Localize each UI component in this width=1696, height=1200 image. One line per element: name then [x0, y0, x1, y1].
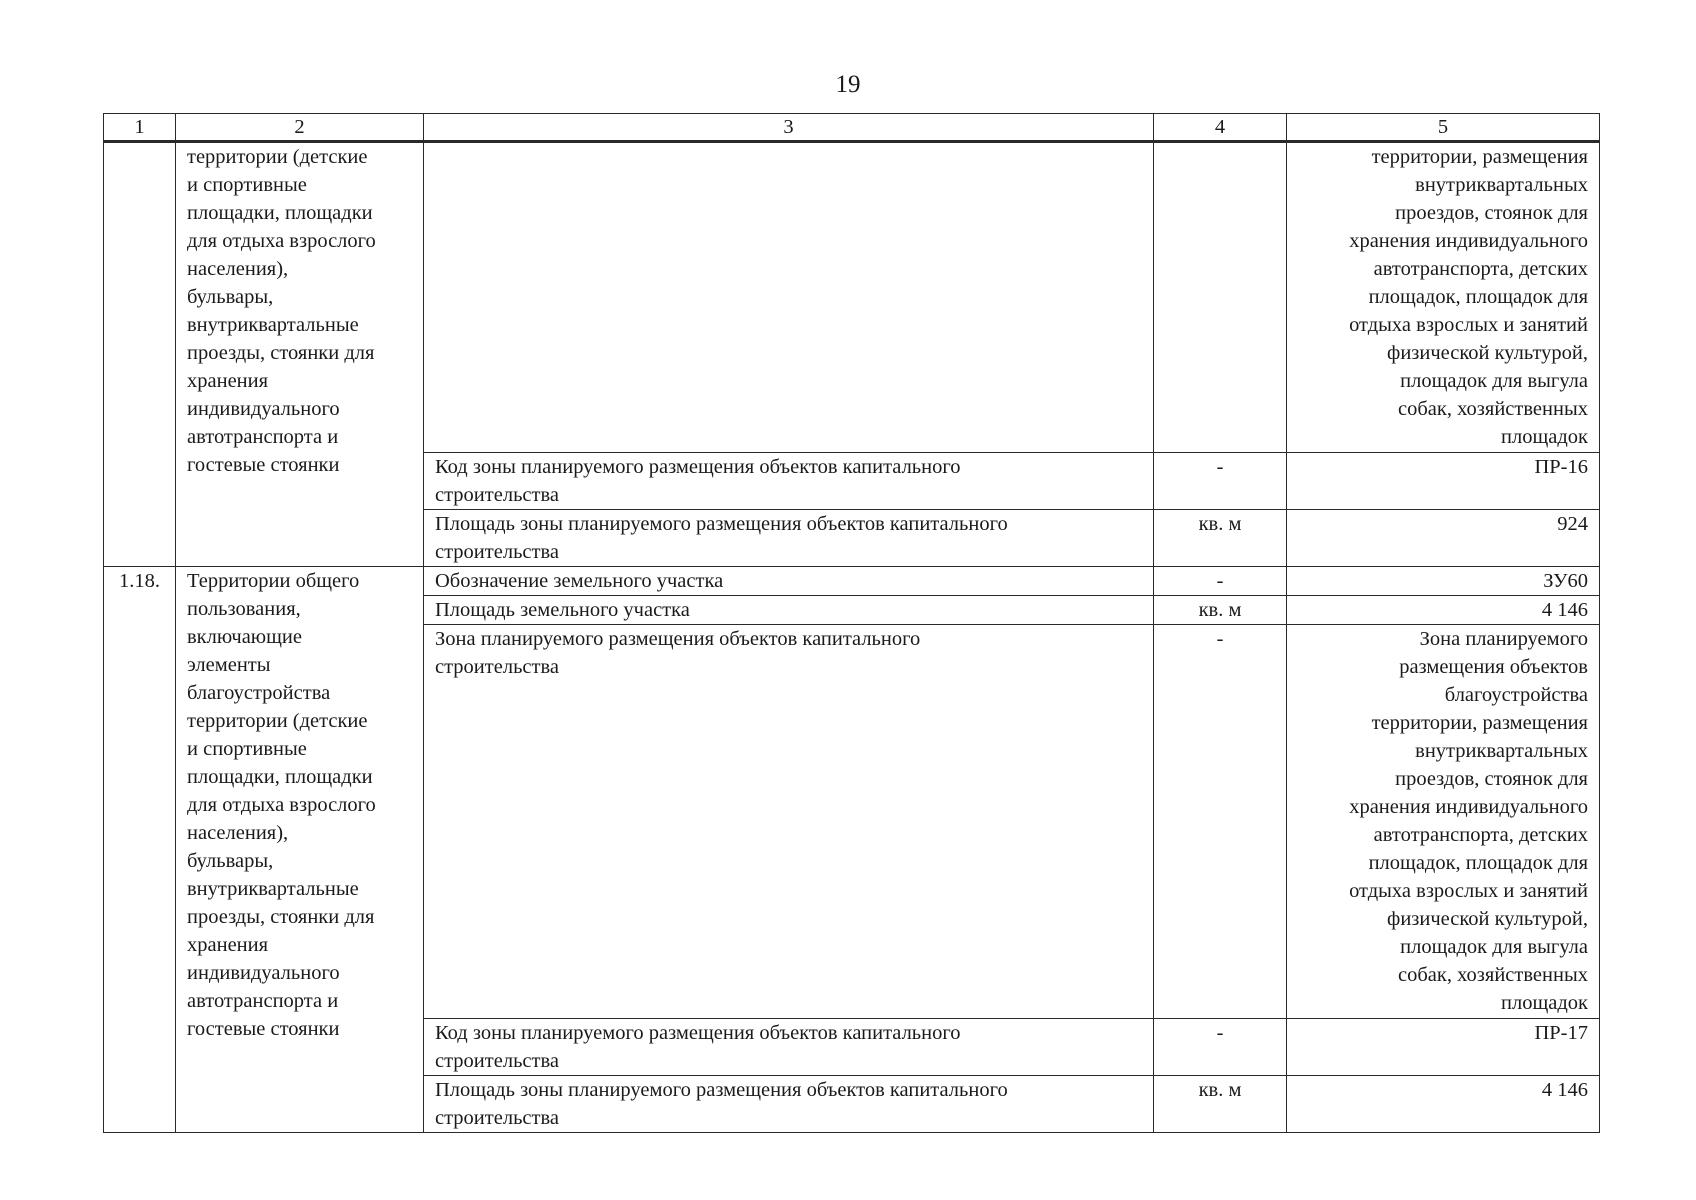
- parameter-cell: Площадь зоны планируемого размещения объектов капитального строительства: [424, 1076, 1154, 1133]
- item-number-cell: [104, 142, 176, 567]
- parameter-cell: Площадь земельного участка: [424, 596, 1154, 625]
- unit-cell: кв. м: [1154, 596, 1287, 625]
- page-number: 19: [835, 71, 861, 98]
- column-header-1: 1: [104, 114, 176, 142]
- table-row: [104, 142, 1600, 453]
- value-cell: ЗУ60: [1287, 567, 1600, 596]
- unit-cell: -: [1154, 453, 1287, 510]
- value-cell: Зона планируемого размещения объектов благоустройства территории, размещения внутриквартальных проездов, стоянок для хранения индивидуального автотранспорта, детских площадок, площадок для отдыха взрослых и занятий физической культурой, площадок для выгула собак, хозяйственных площадок: [1287, 625, 1600, 1019]
- unit-cell: кв. м: [1154, 1076, 1287, 1133]
- unit-cell: [1154, 142, 1287, 453]
- value-cell: ПР-16: [1287, 453, 1600, 510]
- unit-cell: кв. м: [1154, 510, 1287, 567]
- item-number-cell: 1.18.: [104, 567, 176, 1133]
- unit-cell: -: [1154, 1019, 1287, 1076]
- parameter-cell: Обозначение земельного участка: [424, 567, 1154, 596]
- column-header-5: 5: [1287, 114, 1600, 142]
- table-row: [104, 567, 1600, 596]
- parameter-cell: Площадь зоны планируемого размещения объектов капитального строительства: [424, 510, 1154, 567]
- parameter-cell: [424, 142, 1154, 453]
- value-cell: 924: [1287, 510, 1600, 567]
- item-description-cell: Территории общего пользования, включающие элементы благоустройства территории (детские и спортивные площадки, площадки для отдыха взрослого населения), бульвары, внутриквартальные проезды, стоянки для хранения индивидуального автотранспорта и гостевые стоянки: [176, 567, 424, 1133]
- item-description-cell: территории (детские и спортивные площадки, площадки для отдыха взрослого населения), бульвары, внутриквартальные проезды, стоянки для хранения индивидуального автотранспорта и гостевые стоянки: [176, 142, 424, 567]
- parameter-cell: Код зоны планируемого размещения объектов капитального строительства: [424, 453, 1154, 510]
- parameter-cell: Код зоны планируемого размещения объектов капитального строительства: [424, 1019, 1154, 1076]
- column-header-2: 2: [176, 114, 424, 142]
- value-cell: территории, размещения внутриквартальных проездов, стоянок для хранения индивидуального автотранспорта, детских площадок, площадок для отдыха взрослых и занятий физической культурой, площадок для выгула собак, хозяйственных площадок: [1287, 142, 1600, 453]
- unit-cell: -: [1154, 625, 1287, 1019]
- data-table: [103, 113, 1600, 1133]
- value-cell: 4 146: [1287, 596, 1600, 625]
- column-header-3: 3: [424, 114, 1154, 142]
- table-header-row: [104, 114, 1600, 142]
- value-cell: ПР-17: [1287, 1019, 1600, 1076]
- value-cell: 4 146: [1287, 1076, 1600, 1133]
- column-header-4: 4: [1154, 114, 1287, 142]
- unit-cell: -: [1154, 567, 1287, 596]
- parameter-cell: Зона планируемого размещения объектов капитального строительства: [424, 625, 1154, 1019]
